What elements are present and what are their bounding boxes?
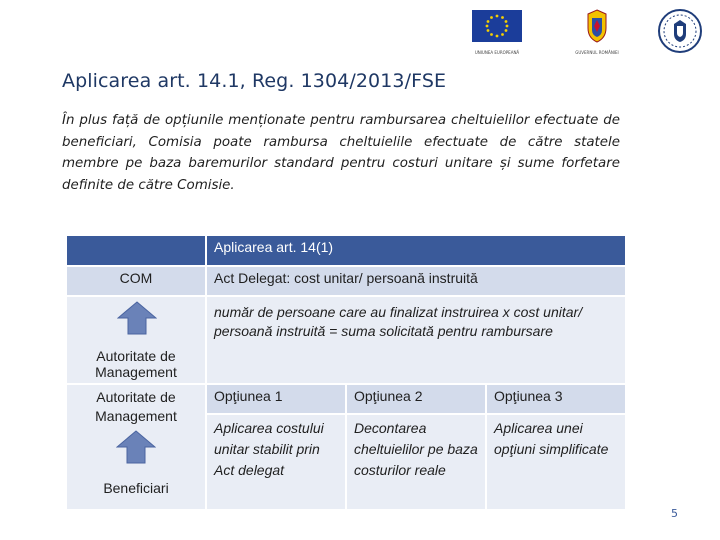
procedure-table: [65, 234, 627, 511]
table-header: Aplicarea art. 14(1): [206, 235, 626, 266]
managing-authority-cell: [66, 296, 206, 384]
delegated-act-cell: Act Delegat: cost unitar/ persoană instruită: [206, 266, 626, 296]
managing-authority-label: Autoritate de Management: [95, 348, 177, 380]
option-3-text: Aplicarea unei opţiuni simplificate: [486, 414, 626, 510]
flow-cell: [66, 384, 206, 510]
option-1-label: Opţiunea 1: [206, 384, 346, 414]
option-3-label: Opţiunea 3: [486, 384, 626, 414]
eu-flag-icon: [466, 8, 528, 44]
option-2-label: Opţiunea 2: [346, 384, 486, 414]
coat-of-arms-icon: [566, 8, 628, 44]
options-header-row: [66, 384, 626, 414]
com-cell: COM: [66, 266, 206, 296]
formula-cell: număr de persoane care au finalizat instruirea x cost unitar/ persoană instruită = suma solicitată pentru rambursare: [206, 296, 626, 384]
header-empty-cell: [66, 235, 206, 266]
eu-logo: [466, 8, 528, 55]
table-row: [66, 296, 626, 384]
up-arrow-icon: [116, 430, 156, 464]
slide-number: 5: [671, 507, 678, 520]
government-caption: GUVERNUL ROMÂNIEI: [575, 50, 619, 55]
ministry-seal-logo: [656, 8, 704, 58]
option-1-text: Aplicarea costului unitar stabilit prin Act delegat: [206, 414, 346, 510]
government-logo: [566, 8, 628, 55]
page-title: Aplicarea art. 14.1, Reg. 1304/2013/FSE: [62, 70, 447, 92]
table-row: [66, 266, 626, 296]
managing-authority-label-2: Autoritate de Management: [95, 389, 177, 424]
option-2-text: Decontarea cheltuielilor pe baza costurilor reale: [346, 414, 486, 510]
table-header-row: [66, 235, 626, 266]
intro-paragraph: În plus față de opțiunile menționate pentru rambursarea cheltuielilor efectuate de beneficiari, Comisia poate rambursa cheltuielile efectuate de către statele membre pe baza baremurilor standard pentru costuri unitare și sume forfetare definite de către Comisie.: [62, 113, 620, 193]
eu-caption: UNIUNEA EUROPEANĂ: [474, 50, 520, 55]
seal-icon: [656, 8, 704, 54]
up-arrow-icon: [117, 301, 157, 335]
beneficiaries-label: Beneficiari: [103, 480, 169, 496]
